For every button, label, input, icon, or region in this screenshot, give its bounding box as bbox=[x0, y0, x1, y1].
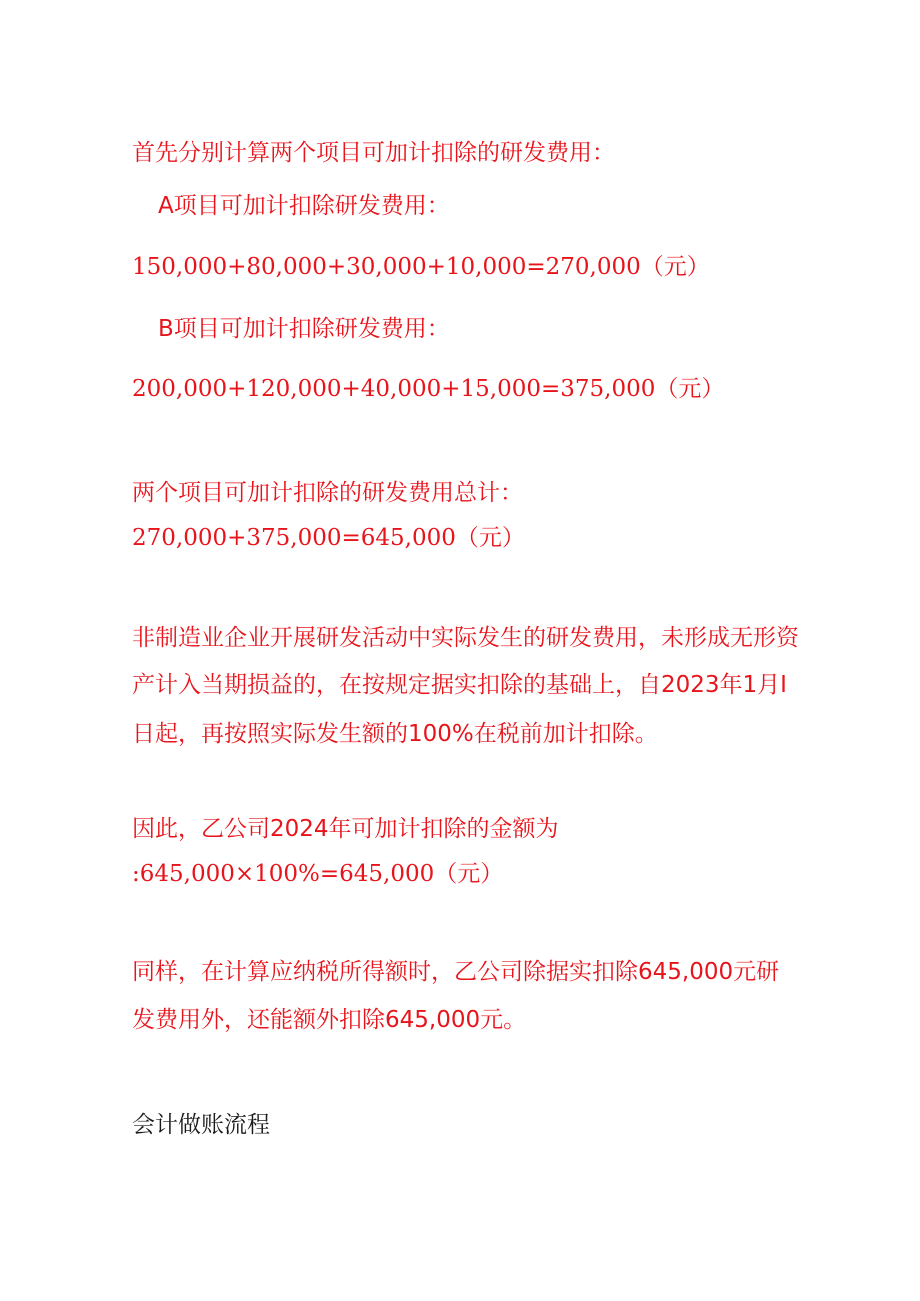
text-line-project-b-formula: 200,000+120,000+40,000+15,000=375,000（元） bbox=[132, 376, 725, 402]
text-line-project-a-formula: 150,000+80,000+30,000+10,000=270,000（元） bbox=[132, 254, 710, 280]
text-line-project-a-label: A项目可加计扣除研发费用： bbox=[158, 193, 450, 219]
text-line-policy-3: 日起，再按照实际发生额的100%在税前加计扣除。 bbox=[132, 721, 658, 747]
text-line-similarly-2: 发费用外，还能额外扣除645,000元。 bbox=[132, 1007, 527, 1033]
text-line-therefore-label: 因此，乙公司2024年可加计扣除的金额为 bbox=[132, 816, 559, 842]
text-line-total-label: 两个项目可加计扣除的研发费用总计： bbox=[132, 480, 523, 506]
text-line-therefore-formula: :645,000×100%=645,000（元） bbox=[132, 861, 504, 887]
section-heading-accounting-process: 会计做账流程 bbox=[132, 1112, 270, 1138]
text-line-policy-1: 非制造业企业开展研发活动中实际发生的研发费用，未形成无形资 bbox=[132, 625, 799, 651]
text-line-intro: 首先分别计算两个项目可加计扣除的研发费用： bbox=[132, 140, 615, 166]
text-line-project-b-label: B项目可加计扣除研发费用： bbox=[158, 316, 450, 342]
text-line-similarly-1: 同样，在计算应纳税所得额时，乙公司除据实扣除645,000元研 bbox=[132, 959, 780, 985]
text-line-total-formula: 270,000+375,000=645,000（元） bbox=[132, 525, 525, 551]
text-line-policy-2: 产计入当期损益的，在按规定据实扣除的基础上，自2023年1月I bbox=[132, 672, 787, 698]
